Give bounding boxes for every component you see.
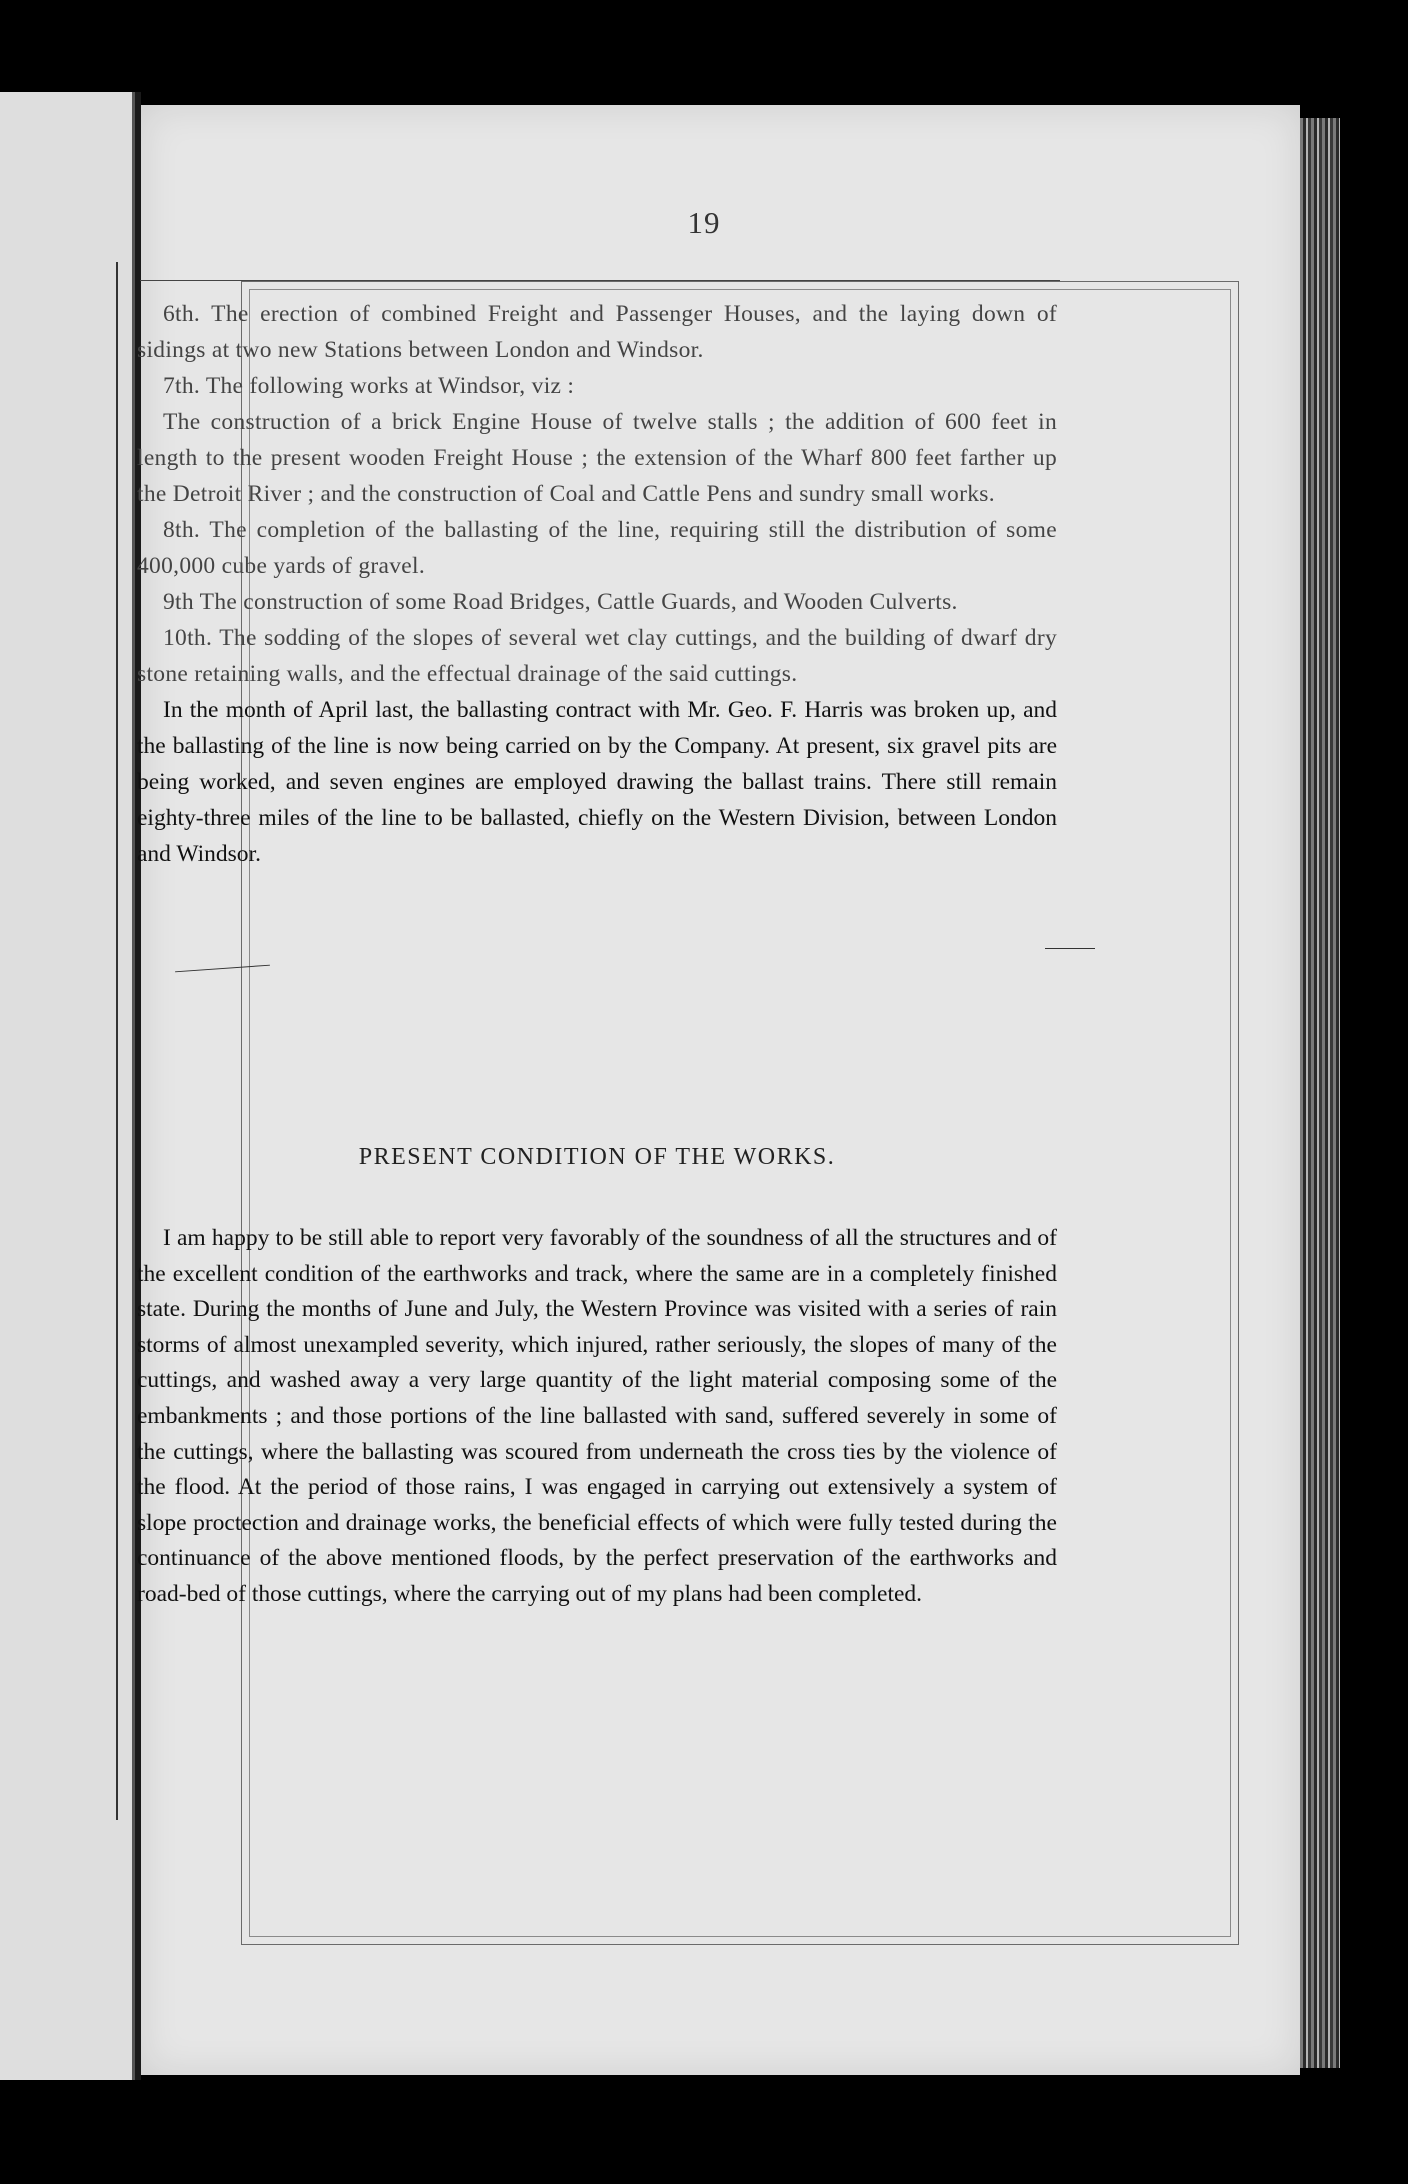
page-stack-edge [1300,118,1340,2068]
header-rule [140,280,1060,281]
paragraph-7th: 7th. The following works at Windsor, viz : [163,373,575,399]
paragraph-10th: 10th. The sodding of the slopes of several wet clay cuttings, and the building of dwarf dry stone retaining walls, and the effectual drainage of the said cuttings. [137,625,1057,687]
margin-pencil-mark-right [1045,948,1095,949]
paragraph-8th: 8th. The completion of the ballasting of the line, requiring still the distribution of some 400,000 cube yards of gravel. [137,517,1057,579]
section-body-text [137,1221,1057,1613]
facing-page-border [20,262,118,1820]
paragraph-ballasting: In the month of April last, the ballasting contract with Mr. Geo. F. Harris was broken up, and the ballasting of the line is now being carried on by the Company. At present, six gravel pits are being worked, and seven engines are employed drawing the ballast trains. There still remain eighty-three miles of the line to be ballasted, chiefly on the Western Division, between London and Windsor. [137,697,1057,867]
paragraph-9th: 9th The construction of some Road Bridges, Cattle Guards, and Wooden Culverts. [163,589,958,615]
paragraph-condition: I am happy to be still able to report very favorably of the soundness of all the structures and of the excellent condition of the earthworks and track, where the same are in a completely finished state. During the months of June and July, the Western Province was visited with a series of rain storms of almost unexampled severity, which injured, rather seriously, the slopes of many of the cuttings, and washed away a very large quantity of the light material composing some of the embankments ; and those portions of the line ballasted with sand, suffered severely in some of the cuttings, where the ballasting was scoured from underneath the cross ties by the violence of the flood. At the period of those rains, I was engaged in carrying out extensively a system of slope proctection and drainage works, the beneficial effects of which were fully tested during the continuance of the above mentioned floods, by the perfect preservation of the earthworks and road-bed of those cuttings, where the carrying out of my plans had been completed. [137,1225,1057,1607]
facing-page-edge [0,92,135,2080]
body-text [137,296,1057,872]
section-heading: PRESENT CONDITION OF THE WORKS. [358,1144,836,1170]
page-number: 19 [687,205,721,240]
paragraph-6th: 6th. The erection of combined Freight and Passenger Houses, and the laying down of sidings at two new Stations between London and Windsor. [137,301,1057,363]
paragraph-windsor-works: The construction of a brick Engine House of twelve stalls ; the addition of 600 feet in length to the present wooden Freight House ; the extension of the Wharf 800 feet farther up the Detroit River ; and the construction of Coal and Cattle Pens and sundry small works. [137,409,1057,507]
